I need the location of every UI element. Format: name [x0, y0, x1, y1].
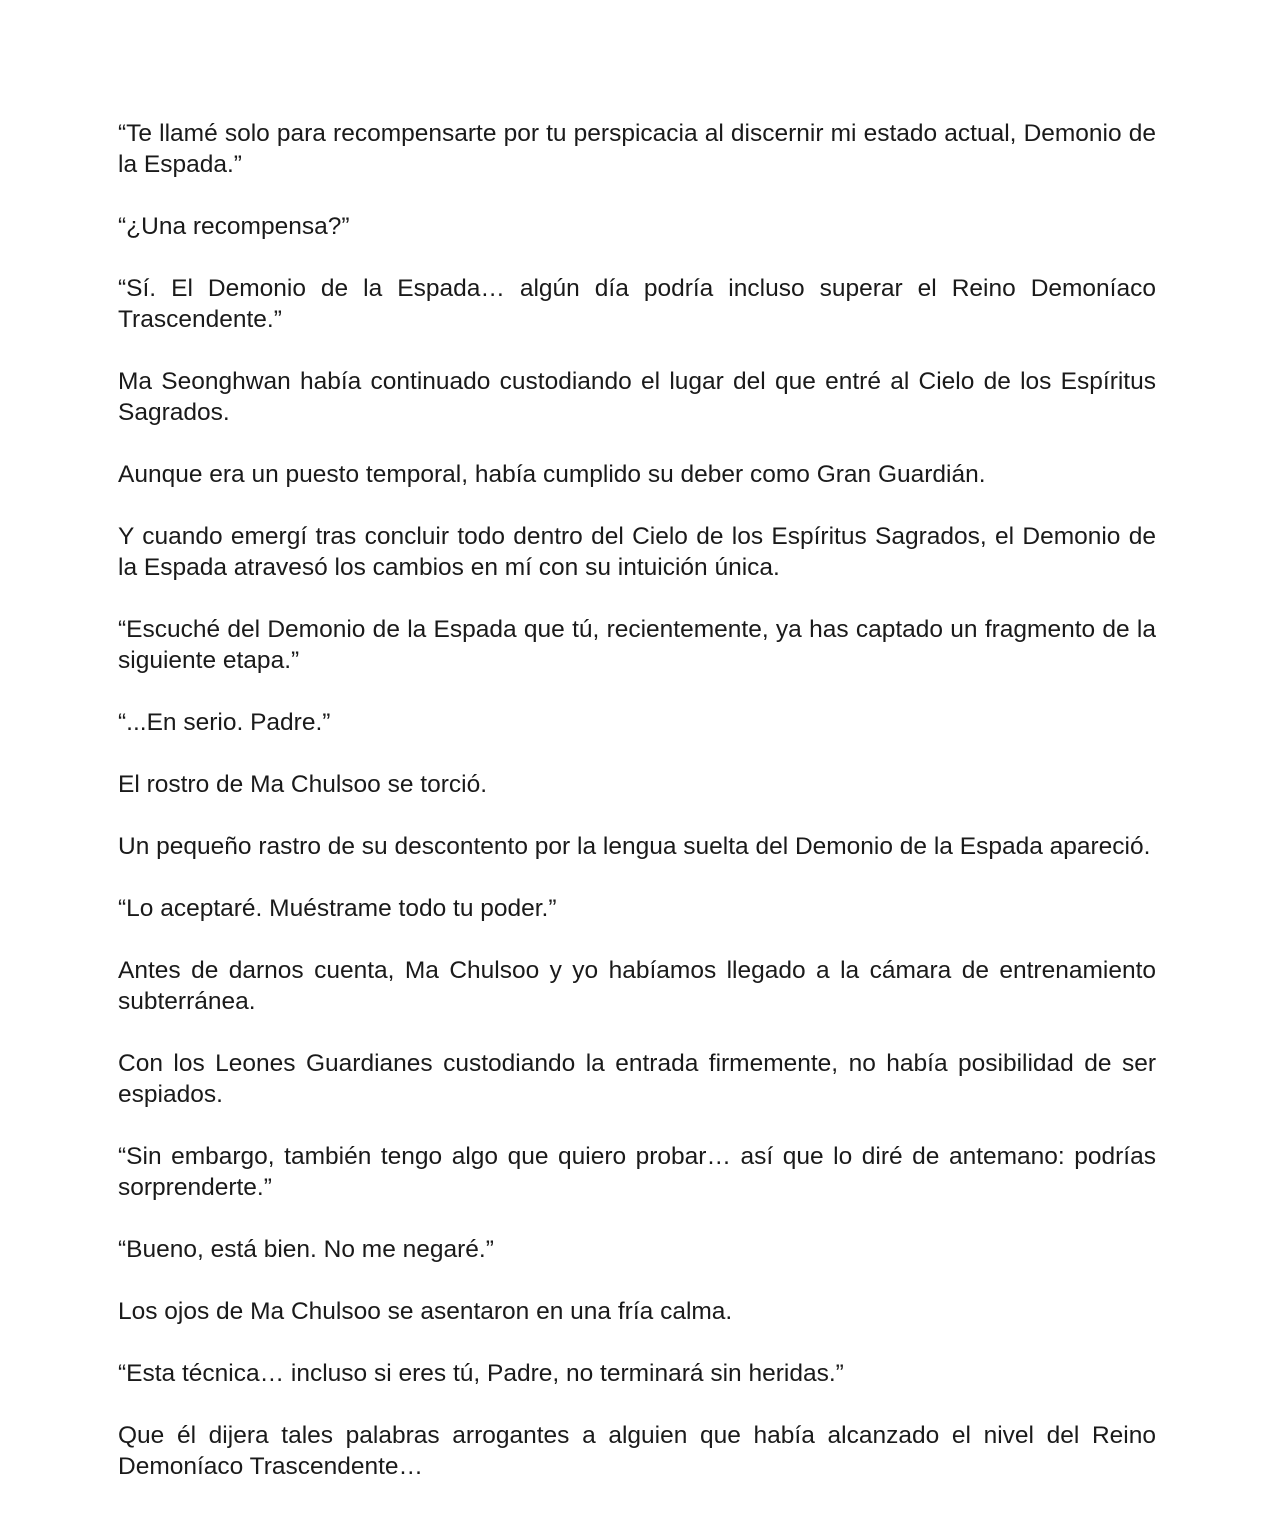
paragraph: “Te llamé solo para recompensarte por tu perspicacia al discernir mi estado actual, Demonio de la Espada.”	[118, 120, 1156, 178]
paragraph: “Esta técnica… incluso si eres tú, Padre, no terminará sin heridas.”	[118, 1360, 844, 1387]
paragraph: “Lo aceptaré. Muéstrame todo tu poder.”	[118, 895, 557, 922]
paragraph: “Bueno, está bien. No me negaré.”	[118, 1236, 494, 1263]
paragraph: “¿Una recompensa?”	[118, 213, 350, 240]
paragraph: Y cuando emergí tras concluir todo dentro del Cielo de los Espíritus Sagrados, el Demonio de la Espada atravesó los cambios en mí con su intuición única.	[118, 523, 1156, 581]
paragraph: “Sin embargo, también tengo algo que quiero probar… así que lo diré de antemano: podrías sorprenderte.”	[118, 1143, 1156, 1201]
paragraph: El rostro de Ma Chulsoo se torció.	[118, 771, 488, 798]
paragraph: Ma Seonghwan había continuado custodiando el lugar del que entré al Cielo de los Espíritus Sagrados.	[118, 368, 1156, 426]
paragraph: Aunque era un puesto temporal, había cumplido su deber como Gran Guardián.	[118, 461, 986, 488]
paragraph: “Escuché del Demonio de la Espada que tú, recientemente, ya has captado un fragmento de la siguiente etapa.”	[118, 616, 1156, 674]
paragraph: Que él dijera tales palabras arrogantes a alguien que había alcanzado el nivel del Reino Demoníaco Trascendente…	[118, 1422, 1156, 1480]
paragraph: Antes de darnos cuenta, Ma Chulsoo y yo habíamos llegado a la cámara de entrenamiento subterránea.	[118, 957, 1156, 1015]
paragraph: Los ojos de Ma Chulsoo se asentaron en una fría calma.	[118, 1298, 733, 1325]
paragraph: “Sí. El Demonio de la Espada… algún día podría incluso superar el Reino Demoníaco Trascendente.”	[118, 275, 1156, 333]
paragraph: Un pequeño rastro de su descontento por la lengua suelta del Demonio de la Espada apareció.	[118, 833, 1151, 860]
paragraph: “...En serio. Padre.”	[118, 709, 331, 736]
document-page	[118, 118, 1156, 1482]
paragraph: Con los Leones Guardianes custodiando la entrada firmemente, no había posibilidad de ser espiados.	[118, 1050, 1156, 1108]
